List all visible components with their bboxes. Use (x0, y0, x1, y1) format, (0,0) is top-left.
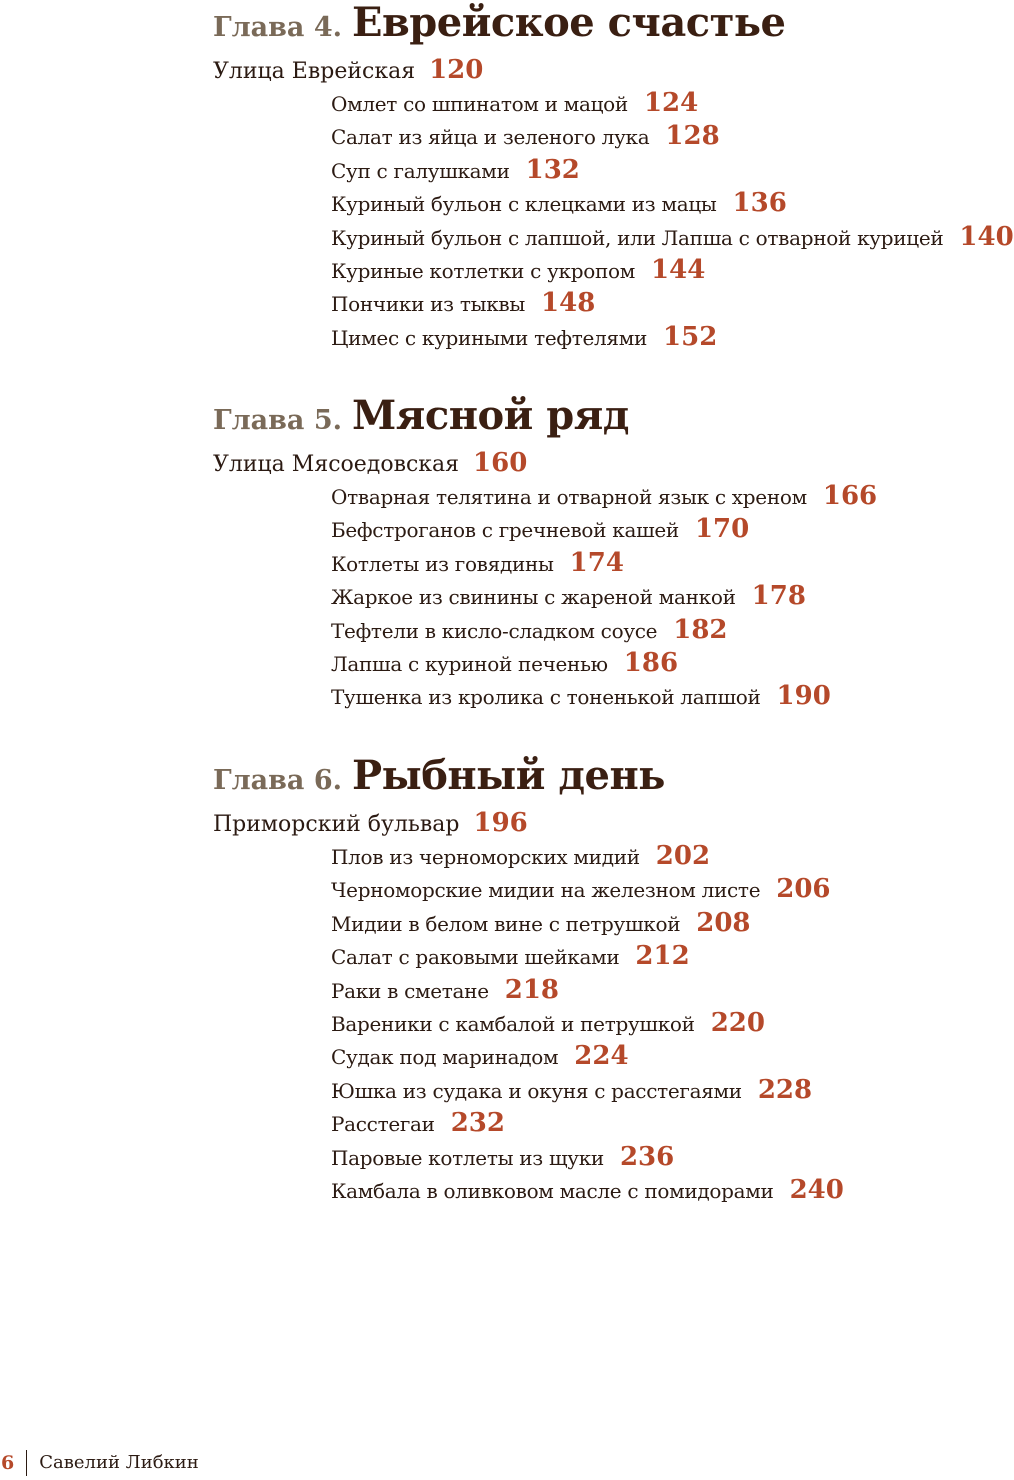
recipe-entry[interactable] (331, 513, 877, 546)
page-number: 152 (663, 321, 718, 352)
recipe-title: Куриный бульон с лапшой, или Лапша с отварной курицей (331, 225, 944, 250)
page-number: 120 (429, 55, 484, 85)
recipe-title: Суп с галушками (331, 158, 510, 183)
recipe-entry[interactable] (331, 547, 877, 580)
recipe-entry[interactable] (331, 1174, 844, 1207)
page-number: 190 (776, 681, 831, 712)
page-number: 232 (450, 1108, 505, 1139)
recipe-title: Камбала в оливковом масле с помидорами (331, 1178, 774, 1203)
footer-page-number: 6 (1, 1452, 15, 1474)
page-footer (0, 1448, 199, 1478)
recipe-entry[interactable] (331, 940, 844, 973)
recipe-title: Мидии в белом вине с петрушкой (331, 911, 681, 936)
recipe-title: Раки в сметане (331, 978, 489, 1003)
chapter-label: Глава 5. (213, 405, 343, 436)
recipe-list (331, 840, 844, 1207)
section-entry[interactable] (213, 810, 528, 836)
recipe-entry[interactable] (331, 1040, 844, 1073)
recipe-entry[interactable] (331, 120, 1014, 153)
page-number: 140 (959, 221, 1014, 252)
recipe-entry[interactable] (331, 1074, 844, 1107)
chapter-label: Глава 6. (213, 765, 343, 796)
recipe-title: Пончики из тыквы (331, 292, 526, 317)
recipe-title: Омлет со шпинатом и мацой (331, 92, 628, 116)
chapter-heading (213, 392, 629, 439)
page-number: 128 (665, 121, 720, 152)
recipe-title: Судак под маринадом (331, 1045, 559, 1070)
section-entry[interactable] (213, 450, 527, 476)
recipe-title: Куриный бульон с клецками из мацы (331, 192, 717, 217)
footer-author: Савелий Либкин (39, 1452, 199, 1473)
recipe-entry[interactable] (331, 840, 844, 873)
recipe-entry[interactable] (331, 154, 1014, 187)
page-number: 160 (473, 448, 528, 478)
recipe-entry[interactable] (331, 647, 877, 680)
recipe-title: Лапша с куриной печенью (331, 651, 608, 676)
recipe-entry[interactable] (331, 321, 1014, 354)
page-number: 236 (619, 1141, 675, 1172)
recipe-list (331, 87, 1014, 354)
footer-divider (26, 1450, 27, 1476)
chapter-title: Мясной ряд (352, 392, 629, 439)
recipe-title: Отварная телятина и отварной язык с хреном (331, 485, 807, 509)
recipe-entry[interactable] (331, 1007, 844, 1040)
page-number: 148 (541, 288, 596, 319)
recipe-entry[interactable] (331, 580, 877, 613)
recipe-entry[interactable] (331, 614, 877, 647)
recipe-title: Бефстроганов с гречневой кашей (331, 518, 679, 543)
page-number: 202 (655, 841, 711, 871)
chapter-heading (213, 0, 786, 46)
page-number: 178 (751, 581, 806, 612)
page-number: 224 (574, 1041, 629, 1072)
chapter-heading (213, 752, 665, 799)
recipe-title: Куриные котлетки с укропом (331, 258, 636, 283)
recipe-entry[interactable] (331, 680, 877, 713)
page-number: 186 (623, 647, 679, 678)
recipe-list (331, 480, 877, 714)
recipe-title: Черноморские мидии на железном листе (331, 878, 761, 903)
recipe-title: Юшка из судака и окуня с расстегаями (331, 1078, 742, 1103)
recipe-entry[interactable] (331, 187, 1014, 220)
recipe-title: Жаркое из свинины с жареной манкой (331, 585, 736, 610)
section-title: Улица Мясоедовская (213, 452, 460, 477)
recipe-title: Вареники с камбалой и петрушкой (331, 1011, 695, 1036)
page-number: 132 (525, 154, 580, 185)
recipe-entry[interactable] (331, 1141, 844, 1174)
recipe-title: Паровые котлеты из щуки (331, 1145, 604, 1170)
recipe-entry[interactable] (331, 480, 877, 513)
recipe-title: Тефтели в кисло-сладком соусе (331, 618, 658, 643)
page-number: 228 (757, 1074, 813, 1105)
page-number: 240 (789, 1174, 844, 1205)
recipe-title: Салат из яйца и зеленого лука (331, 125, 650, 150)
chapter-label: Глава 4. (213, 12, 343, 43)
page-number: 196 (473, 808, 528, 838)
recipe-title: Плов из черноморских мидий (331, 845, 640, 869)
recipe-entry[interactable] (331, 221, 1014, 254)
page-number: 208 (696, 907, 751, 938)
page-number: 212 (635, 941, 690, 972)
section-title: Приморский бульвар (213, 812, 460, 837)
chapter-title: Еврейское счастье (352, 0, 786, 46)
page-number: 182 (673, 614, 728, 645)
page-number: 218 (504, 974, 560, 1005)
recipe-entry[interactable] (331, 254, 1014, 287)
recipe-entry[interactable] (331, 87, 1014, 120)
page-number: 170 (694, 514, 750, 545)
recipe-entry[interactable] (331, 907, 844, 940)
recipe-entry[interactable] (331, 873, 844, 906)
page-number: 144 (651, 254, 706, 285)
recipe-entry[interactable] (331, 974, 844, 1007)
section-title: Улица Еврейская (213, 59, 416, 84)
recipe-entry[interactable] (331, 1107, 844, 1140)
recipe-title: Тушенка из кролика с тоненькой лапшой (331, 685, 761, 710)
recipe-title: Цимес с куриными тефтелями (331, 325, 648, 350)
recipe-title: Котлеты из говядины (331, 551, 554, 576)
recipe-title: Салат с раковыми шейками (331, 945, 620, 970)
chapter-title: Рыбный день (352, 752, 665, 799)
page-number: 220 (710, 1007, 765, 1038)
page-number: 124 (643, 88, 699, 118)
page-number: 166 (822, 481, 878, 511)
page-number: 136 (732, 188, 787, 219)
recipe-title: Расстегаи (331, 1112, 435, 1137)
recipe-entry[interactable] (331, 287, 1014, 320)
section-entry[interactable] (213, 57, 483, 83)
page-number: 174 (569, 547, 624, 578)
page-number: 206 (776, 874, 831, 905)
